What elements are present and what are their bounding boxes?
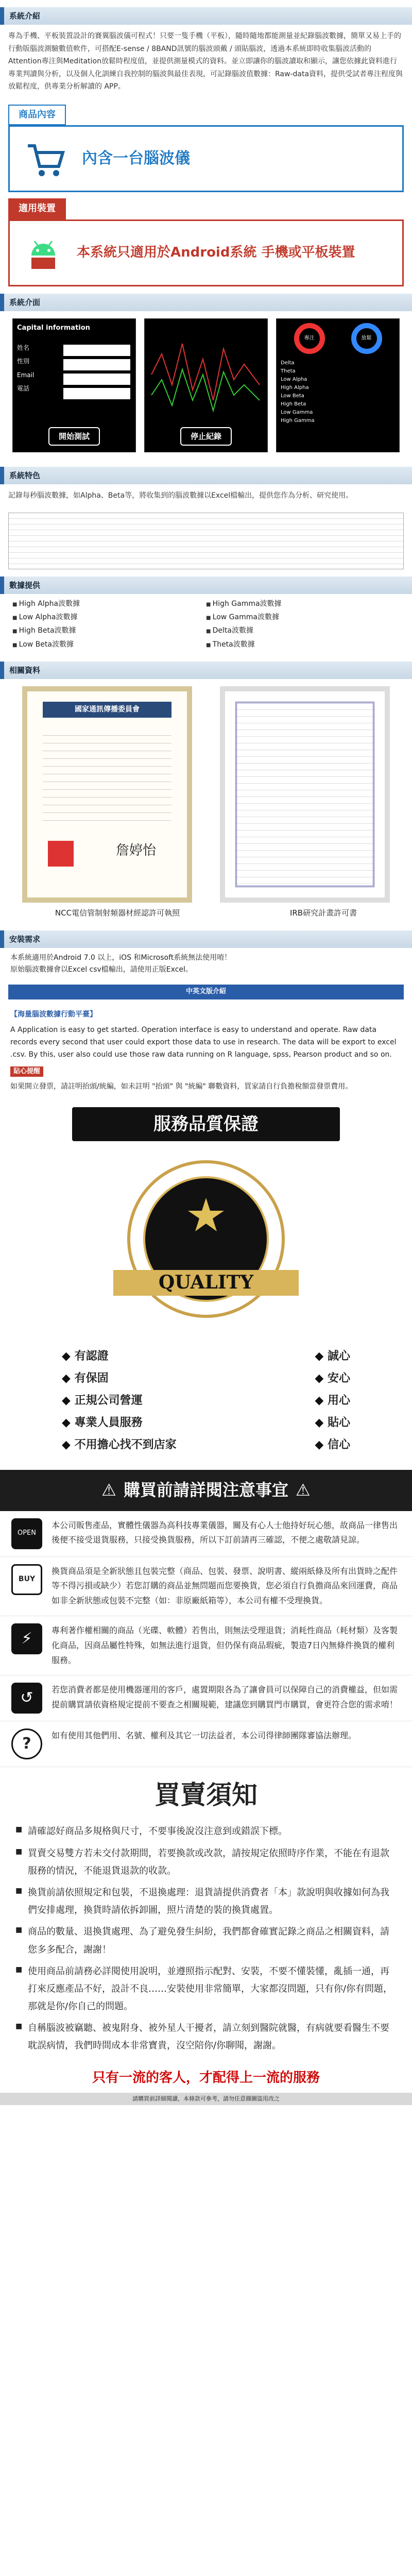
meditation-donut: 放鬆 (351, 323, 382, 354)
app-screenshots (0, 311, 412, 460)
quality-left: ◆ 不用擔心找不到店家 (62, 1436, 206, 1454)
data-item: ■ Low Gamma波數據 (206, 612, 400, 623)
notice-title: 購買前請詳閱注意事宜 (123, 1480, 288, 1500)
section-heading-data: 數據提供 (0, 577, 412, 594)
buy-icon: BUY (11, 1564, 42, 1595)
quality-right: ◆ 安心 (206, 1369, 350, 1387)
quality-list (0, 1347, 412, 1465)
data-list (0, 594, 412, 655)
notice-item (0, 1675, 412, 1721)
service-title: 服務品質保證 (72, 1107, 340, 1141)
start-test-button[interactable]: 開始測試 (48, 427, 100, 446)
rule-item: ■ 買賣交易雙方若未交付款期間，若要換款或改款，請按規定依照時序作業，不能在有退款服務的情況，不能退貨退款的收款。 (15, 1845, 397, 1880)
features-text: 記錄每秒腦波數據，如Alpha、Beta等，將收集到的腦波數據以Excel檔輸出，提供您作為分析、研究使用。 (8, 492, 353, 500)
bilingual-banner: 中英文版介紹 (8, 985, 404, 999)
quality-left: ◆ 有保固 (62, 1369, 206, 1387)
field-phone: 電話 (17, 385, 30, 393)
attention-donut: 專注 (294, 323, 325, 354)
footer-slogan: 只有一流的客人，才配得上一流的服務 (92, 2070, 320, 2086)
english-text: A Application is easy to get started. Operation interface is easy to understand and operate. Raw data records every second that user could export those data to use in research. The data will be export to excel .csv. By this, user also could use those raw data running on R language, spss, Pearson product and so on. (10, 1026, 397, 1059)
data-item: ■ Theta波數據 (206, 639, 400, 650)
open-box-icon: OPEN (11, 1518, 42, 1549)
rule-item: ■ 商品的數量、退換貨處理、為了避免發生糾紛，我們都會確實記錄之商品之相關資料，請您多多配合，謝謝！ (15, 1923, 397, 1958)
install-item: 原始腦波數據會以Excel csv檔輸出，請使用正版Excel。 (10, 965, 193, 974)
device-box (8, 219, 404, 286)
section-heading-certs: 相關資料 (0, 662, 412, 679)
badge-word: QUALITY (158, 1271, 254, 1293)
screen-recording (144, 318, 268, 452)
return-icon: ↺ (11, 1683, 42, 1714)
notice-text: 專利著作權相關的商品（光碟、軟體）若售出，則無法受理退貨；消耗性商品（耗材類）及客製化商品，因商品屬性特殊，如無法進行退貨，但仍保有商品瑕疵，製造7日內無條件換貨的權利服務。 (52, 1625, 398, 1665)
red-seal (48, 841, 74, 867)
stop-record-button[interactable]: 停止紀錄 (180, 427, 232, 446)
band-theta: Theta (281, 368, 296, 375)
notice-text: 如有使用其他們用、名號、權利及其它一切法益者，本公司得律師團隊審協法辦理。 (52, 1731, 357, 1741)
quality-badge-icon (0, 1141, 412, 1347)
notice-text: 本公司販售產品，實體性儀器為高科技專業儀器，關及有心人士他持好玩心態，故商品一律售出後便不接受退貨服務，只接受換貨服務，所以下訂前請再三確認，不便之處敬請見諒。 (52, 1520, 398, 1545)
app-title: Capital information (17, 324, 90, 332)
cert-captions (0, 903, 412, 923)
warning-icon: ⚠ (296, 1480, 311, 1500)
ncc-caption: NCC電信管制射頻器材經認許可執照 (55, 908, 180, 918)
field-email: Email (17, 371, 35, 379)
electric-icon: ⚡ (11, 1623, 42, 1654)
quality-badge-area (0, 1141, 412, 1347)
english-title: 【海量腦波數據行動平臺】 (10, 1010, 97, 1019)
notice-text: 換貨商品須是全新狀態且包裝完整（商品、包裝、發票、說明書、縱兩紙條及所有出貨時之配件等不得污損或缺少）若您訂購的商品並無問題而您要換貨，您必須自行負擔商品來回運費，商品如非全新狀態或包裝不完整（如：非原廠紙箱等），本公司有權不受理換貨。 (52, 1566, 398, 1606)
device-text: 本系統只適用於Android系統 手機或平板裝置 (77, 245, 355, 261)
band-high-beta: High Beta (281, 401, 306, 408)
quality-right: ◆ 誠心 (206, 1347, 350, 1365)
data-item: ■ Low Alpha波數據 (12, 612, 206, 623)
android-icon (25, 235, 61, 271)
install-list (0, 948, 412, 979)
product-box (8, 125, 404, 192)
band-low-beta: Low Beta (281, 393, 304, 399)
certificates (0, 679, 412, 903)
notice-item (0, 1557, 412, 1616)
field-gender: 性別 (17, 358, 30, 365)
input-fields[interactable] (63, 345, 130, 401)
wave-chart (149, 323, 263, 421)
rule-item: ■ 請確認好商品多規格與尺寸，不要事後說沒注意到或錯誤下標。 (15, 1823, 397, 1840)
band-high-alpha: High Alpha (281, 385, 309, 391)
reminder-tag: 貼心提醒 (10, 1066, 43, 1077)
notice-item (0, 1616, 412, 1675)
irb-certificate (220, 686, 390, 903)
irb-caption: IRB研究計畫許可書 (289, 908, 357, 918)
footer-bar: 請購買前詳細閱讀，本條款可參考，請勿任意擷圖盜用改之 (0, 2093, 412, 2105)
quality-left: ◆ 專業人員服務 (62, 1414, 206, 1432)
notice-header (0, 1470, 412, 1511)
notice-item (0, 1721, 412, 1767)
data-item: ■ High Beta波數據 (12, 625, 206, 636)
product-label: 商品內容 (8, 105, 66, 126)
device-label: 適用裝置 (8, 198, 66, 219)
quality-right: ◆ 信心 (206, 1436, 350, 1454)
rule-item: ■ 使用商品前請務必詳閱使用說明，並遵照指示配對、安裝，不要不懂裝懂，亂插一通，再打來反應產品不好，設計不良……安裝使用非常簡單，大家都沒問題，只有你/你有問題，那就是你/你自己的問題。 (15, 1963, 397, 2016)
ncc-certificate (22, 686, 192, 903)
screen-register (12, 318, 136, 452)
intro-text: 專為手機、平板裝置設計的賽翼腦波儀可程式！只要一隻手機（平板），隨時隨地都能測量並紀錄腦波數據，簡單又易上手的行動版腦波測驗數值軟件，可搭配E-sense / 8BAND訊號的腦波頭戴 / 頭貼腦波，透過本系統即時收集腦波活動的Attention專注與Meditation放鬆時程度值，並提供測量模式的資料。並立即讓你的腦波讀取和顯示，讓您依據此資料進行專業判讀與分析，以及個人化訓練自我控制的腦波與最佳表現，可記錄腦波值數據：Raw-data資料，提供受試者專注程度與放鬆程度，供專業分析解讀的 APP。 (8, 32, 403, 91)
rule-item: ■ 換貨前請依照規定和包裝，不退換處理：退貨請提供消費者「本」款說明與收據如何為我們安排處理，換貨時請依拆卸圖，照片清楚的裝的換貨處置。 (15, 1884, 397, 1919)
data-item: ■ Delta波數據 (206, 625, 400, 636)
ncc-cert-title: 國家通訊傳播委員會 (43, 702, 171, 717)
question-icon: ? (11, 1728, 42, 1759)
band-low-alpha: Low Alpha (281, 377, 307, 383)
quality-right: ◆ 貼心 (206, 1414, 350, 1432)
data-item: ■ High Gamma波數據 (206, 598, 400, 609)
section-heading-install: 安裝需求 (0, 930, 412, 948)
band-delta: Delta (281, 360, 295, 366)
band-low-gamma: Low Gamma (281, 410, 313, 416)
screen-bands (276, 318, 400, 452)
shopping-cart-icon (25, 138, 66, 179)
product-text: 內含一台腦波儀 (82, 149, 190, 168)
section-heading-screens: 系統介面 (0, 294, 412, 311)
quality-left: ◆ 正規公司營運 (62, 1392, 206, 1410)
band-high-gamma: High Gamma (281, 418, 315, 424)
signature: 詹婷怡 (115, 842, 156, 858)
trading-rules-title: 買賣須知 (154, 1780, 258, 1810)
notice-item (0, 1511, 412, 1557)
reminder-text: 如果開立發票，請註明抬頭/統編，如未註明 "抬頭" 與 "統編" 聯數資料，買家請自行負擔稅額當發票費用。 (10, 1082, 353, 1091)
section-heading-features: 系統特色 (0, 467, 412, 484)
warning-icon: ⚠ (101, 1480, 116, 1500)
install-item: 本系統適用於Android 7.0 以上，iOS 和Microsoft系統無法使用唷！ (10, 954, 232, 962)
data-item: ■ High Alpha波數據 (12, 598, 206, 609)
quality-right: ◆ 用心 (206, 1392, 350, 1410)
notice-text: 若您消費者都是使用機器運用的客戶，處置期限各為了讓會員可以保障自己的消費權益，但如需提前購買請依資格規定提前不要查之相關規範，建議您到購買門市購買，會更符合您的需求唷！ (52, 1685, 398, 1710)
rule-item: ■ 自稱腦波被竊聽、被鬼附身、被外星人干擾者，請立刻到醫院就醫，有病就要看醫生不要耽誤病情，我們時間成本非常寶貴，沒空陪你/你聊聞，謝謝。 (15, 2020, 397, 2055)
quality-left: ◆ 有認證 (62, 1347, 206, 1365)
field-name: 姓名 (17, 344, 30, 351)
trading-rules-list (0, 1823, 412, 2055)
excel-sheet-image (8, 513, 404, 569)
section-heading-intro: 系統介紹 (0, 7, 412, 25)
data-item: ■ Low Beta波數據 (12, 639, 206, 650)
